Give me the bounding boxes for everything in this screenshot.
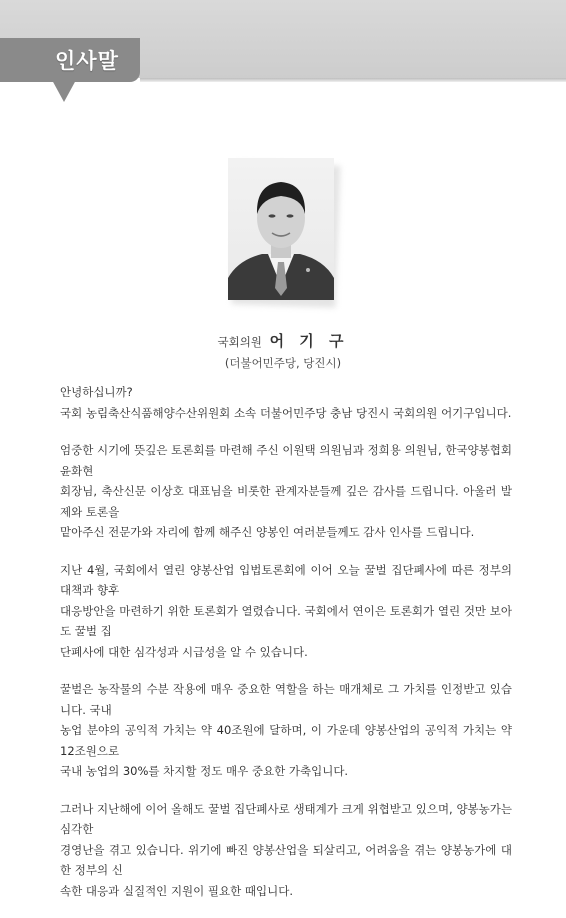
caption-title-line (0, 330, 566, 351)
page-title: 인사말 (55, 49, 119, 73)
text-line: 맡아주신 전문가와 자리에 함께 해주신 양봉인 여러분들께도 감사 인사를 드립니다. (60, 525, 475, 539)
paragraph-4 (60, 679, 512, 782)
greeting-body (60, 382, 512, 918)
portrait-frame (228, 158, 340, 308)
header-pointer (52, 80, 76, 102)
caption (0, 330, 566, 371)
caption-name: 어 기 구 (269, 332, 349, 350)
text-line: 지난 4월, 국회에서 열린 양봉산업 입법토론회에 이어 오늘 꿀벌 집단폐사에 따른 정부의 대책과 향후 (60, 562, 512, 597)
text-line: 그러나 지난해에 이어 올해도 꿀벌 집단폐사로 생태계가 크게 위협받고 있으며, 양봉농가는 심각한 (60, 801, 512, 836)
paragraph-3 (60, 560, 512, 663)
portrait-photo (228, 158, 334, 300)
paragraph-2 (60, 440, 512, 543)
text-line: 대응방안을 마련하기 위한 토론회가 열렸습니다. 국회에서 연이은 토론회가 열린 것만 보아도 꿀벌 집 (60, 603, 512, 638)
text-line: 안녕하십니까? (60, 385, 133, 399)
paragraph-5 (60, 799, 512, 902)
text-line: 국내 농업의 30%를 차지할 정도 매우 중요한 가축입니다. (60, 764, 349, 778)
paragraph-1 (60, 382, 512, 423)
text-line: 회장님, 축산신문 이상호 대표님을 비롯한 관계자분들께 깊은 감사를 드립니다. 아울러 발제와 토론을 (60, 484, 512, 519)
text-line: 단폐사에 대한 심각성과 시급성을 알 수 있습니다. (60, 644, 308, 659)
text-line: 경영난을 겪고 있습니다. 위기에 빠진 양봉산업을 되살리고, 어려움을 겪는 양봉농가에 대한 정부의 신 (60, 842, 512, 877)
caption-party: (더불어민주당, 당진시) (224, 356, 342, 370)
caption-role: 국회의원 (217, 335, 262, 349)
text-line: 농업 분야의 공익적 가치는 약 40조원에 달하며, 이 가운데 양봉산업의 공익적 가치는 약 12조원으로 (60, 723, 512, 758)
text-line: 국회 농림축산식품해양수산위원회 소속 더불어민주당 충남 당진시 국회의원 어기구입니다. (60, 405, 512, 420)
text-line: 엄중한 시기에 뜻깊은 토론회를 마련해 주신 이원택 의원님과 정희용 의원님, 한국양봉협회 윤화현 (60, 443, 512, 478)
portrait-figure (228, 158, 334, 300)
text-line: 꿀벌은 농작물의 수분 작용에 매우 중요한 역할을 하는 매개체로 그 가치를 인정받고 있습니다. 국내 (60, 682, 512, 717)
text-line: 속한 대응과 실질적인 지원이 필요한 때입니다. (60, 883, 294, 898)
header-divider (140, 78, 566, 82)
